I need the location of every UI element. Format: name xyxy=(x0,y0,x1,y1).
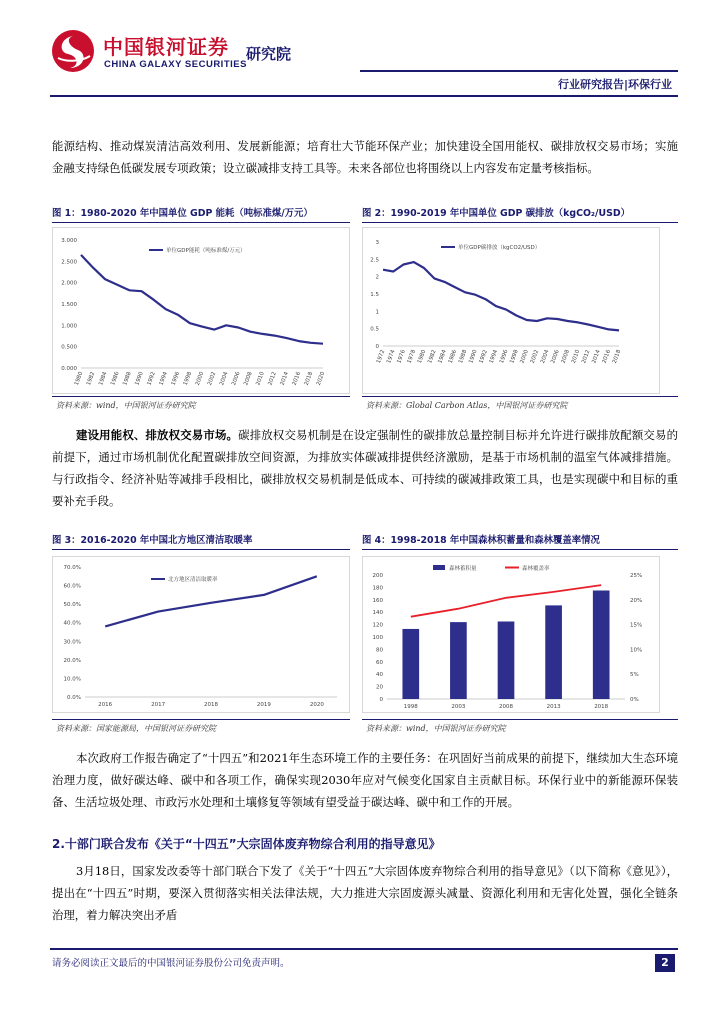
y-left-tick-label: 60 xyxy=(376,659,383,666)
footer-rule xyxy=(50,948,678,950)
x-tick-label: 2004 xyxy=(219,371,230,387)
x-tick-label: 1996 xyxy=(498,349,510,365)
fig4-title: 图 4：1998-2018 年中国森林积蓄量和森林覆盖率情况 xyxy=(362,535,600,546)
x-tick-label: 2008 xyxy=(243,371,254,387)
fig1-svg xyxy=(53,228,349,393)
y-tick-label: 60.0% xyxy=(63,583,81,590)
legend-label: 单位GDP碳排放（kgCO2/USD） xyxy=(458,245,541,251)
fig3-svg xyxy=(53,557,349,712)
y-left-tick-label: 80 xyxy=(376,647,383,654)
fig2-source: 资料来源：Global Carbon Atlas，中国银河证券研究院 xyxy=(366,401,568,410)
fig1-title: 图 1：1980-2020 年中国单位 GDP 能耗（吨标准煤/万元） xyxy=(52,208,313,219)
x-tick-label: 1980 xyxy=(416,349,428,365)
y-left-tick-label: 120 xyxy=(372,622,383,629)
x-tick-label: 1990 xyxy=(468,349,479,365)
footer-disclaimer: 请务必阅读正文最后的中国银河证券股份公司免责声明。 xyxy=(52,958,290,969)
x-tick-label: 2017 xyxy=(151,702,166,708)
y-tick-label: 70.0% xyxy=(63,565,81,571)
y-left-tick-label: 140 xyxy=(372,610,383,617)
y-tick-label: 2 xyxy=(375,274,379,281)
x-tick-label: 1992 xyxy=(146,371,157,387)
y-right-tick-label: 15% xyxy=(630,622,643,629)
x-tick-label: 2012 xyxy=(581,349,592,365)
fig3-title: 图 3：2016-2020 年中国北方地区清洁取暖率 xyxy=(52,535,253,546)
x-tick-label: 1984 xyxy=(98,371,109,387)
y-tick-label: 1.000 xyxy=(61,323,77,330)
x-tick-label: 1976 xyxy=(396,349,407,365)
x-tick-label: 2010 xyxy=(570,349,582,365)
bar-forest-stock xyxy=(545,605,562,699)
x-tick-label: 2014 xyxy=(591,349,602,365)
fig1-source-rule xyxy=(52,396,350,397)
x-tick-label: 1994 xyxy=(158,371,169,387)
x-tick-label: 2004 xyxy=(540,349,551,365)
x-tick-label: 2013 xyxy=(546,704,561,710)
legend-label-bars: 森林蓄积量 xyxy=(449,566,477,572)
paragraph-2-text: 碳排放权交易机制是在设定强制性的碳排放总量控制目标并允许进行碳排放配额交易的前提下，通过市场机制优化配置碳排放空间资源，为排放实体碳减排提供经济激励，是基于市场机制的温室气体减排措施。与行政指令、经济补贴等减排手段相比，碳排放权交易机制是低成本、可持续的碳减排政策工具，也是实现碳中和目标的重要补充手段。 xyxy=(52,428,678,508)
x-tick-label: 1988 xyxy=(457,349,469,365)
y-left-tick-label: 20 xyxy=(376,684,383,691)
y-left-tick-label: 200 xyxy=(372,573,383,579)
y-tick-label: 30.0% xyxy=(63,639,81,646)
x-tick-label: 2010 xyxy=(255,371,266,387)
y-right-tick-label: 10% xyxy=(630,647,643,654)
x-tick-label: 1980 xyxy=(73,371,85,387)
y-tick-label: 2.500 xyxy=(61,259,77,266)
paragraph-2-lead: 建设用能权、排放权交易市场。 xyxy=(76,428,239,442)
x-tick-label: 2006 xyxy=(550,349,561,365)
x-tick-label: 1998 xyxy=(182,371,194,387)
logo-en: CHINA GALAXY SECURITIES xyxy=(104,59,247,70)
fig4-chart xyxy=(362,556,660,713)
x-tick-label: 2000 xyxy=(519,349,530,365)
y-tick-label: 3 xyxy=(375,240,379,246)
fig3-source: 资料来源：国家能源局，中国银河证券研究院 xyxy=(56,724,216,733)
series-line xyxy=(105,576,317,626)
line-forest-coverage xyxy=(411,585,601,617)
fig4-source-rule xyxy=(362,719,678,720)
x-tick-label: 2006 xyxy=(231,371,242,387)
institute-name: 研究院 xyxy=(246,45,292,63)
fig1-title-rule xyxy=(52,222,350,223)
header xyxy=(0,0,724,100)
bar-forest-stock xyxy=(402,629,419,699)
fig4-title-rule xyxy=(362,549,678,550)
legend-label: 北方地区清洁取暖率 xyxy=(168,577,218,583)
y-tick-label: 50.0% xyxy=(63,602,81,609)
y-tick-label: 2.000 xyxy=(61,280,77,287)
section-2-title: 2.十部门联合发布《关于“十四五”大宗固体废弃物综合利用的指导意见》 xyxy=(52,837,441,851)
y-tick-label: 40.0% xyxy=(63,620,81,627)
paragraph-2 xyxy=(52,424,678,512)
fig2-title-rule xyxy=(362,222,678,223)
y-right-tick-label: 25% xyxy=(630,573,643,579)
y-tick-label: 1 xyxy=(375,309,379,316)
bar-forest-stock xyxy=(450,622,467,699)
galaxy-logo-icon xyxy=(50,28,96,74)
y-left-tick-label: 40 xyxy=(376,672,383,679)
fig4-source: 资料来源：wind，中国银河证券研究院 xyxy=(366,724,506,733)
x-tick-label: 1978 xyxy=(406,349,418,365)
paragraph-3: 本次政府工作报告确定了“十四五”和2021年生态环境工作的主要任务：在巩固好当前成果的前提下，继续加大生态环境治理力度，做好碳达峰、碳中和各项工作，确保实现2030年应对气候变化国家自主贡献目标。环保行业中的新能源环保装备、生活垃圾处理、市政污水处理和土壤修复等领域有望受益于碳达峰、碳中和工作的开展。 xyxy=(52,751,678,809)
y-tick-label: 0.5 xyxy=(370,326,379,333)
x-tick-label: 2019 xyxy=(256,702,271,708)
x-tick-label: 2003 xyxy=(451,704,466,710)
y-tick-label: 0 xyxy=(375,344,379,350)
x-tick-label: 2012 xyxy=(267,371,278,387)
fig4-svg xyxy=(363,557,659,712)
x-tick-label: 1992 xyxy=(478,349,489,365)
x-tick-label: 2014 xyxy=(279,371,290,387)
x-tick-label: 1982 xyxy=(427,349,438,365)
x-tick-label: 1998 xyxy=(509,349,520,365)
fig2-chart xyxy=(362,227,660,394)
x-tick-label: 2018 xyxy=(204,702,218,708)
y-right-tick-label: 5% xyxy=(630,672,639,679)
x-tick-label: 2018 xyxy=(594,704,609,710)
y-left-tick-label: 180 xyxy=(372,585,383,592)
legend-swatch-bars xyxy=(433,565,445,570)
legend-label: 单位GDP能耗（吨标准煤/万元） xyxy=(166,248,246,254)
header-rule-bottom xyxy=(50,95,678,97)
x-tick-label: 1974 xyxy=(386,349,397,365)
series-line xyxy=(383,262,619,330)
y-left-tick-label: 160 xyxy=(372,597,383,604)
y-tick-label: 10.0% xyxy=(63,676,81,683)
x-tick-label: 1982 xyxy=(85,371,97,387)
x-tick-label: 2018 xyxy=(611,349,623,365)
paragraph-4: 3月18日，国家发改委等十部门联合下发了《关于“十四五”大宗固体废弃物综合利用的指导意见》（以下简称《意见》），提出在“十四五”时期，要深入贯彻落实相关法律法规，大力推进大宗固废源头减量、资源化利用和无害化处置，强化全链条治理，着力解决突出矛盾 xyxy=(52,864,678,922)
x-tick-label: 2016 xyxy=(98,702,113,708)
x-tick-label: 2008 xyxy=(499,704,513,710)
x-tick-label: 1986 xyxy=(110,371,121,387)
y-tick-label: 1.5 xyxy=(370,292,379,298)
x-tick-label: 2008 xyxy=(560,349,571,365)
bar-forest-stock xyxy=(498,622,515,700)
page-number: 2 xyxy=(655,954,675,972)
logo-cn: 中国银河证券 xyxy=(103,35,229,59)
report-type: 行业研究报告|环保行业 xyxy=(557,78,672,91)
y-left-tick-label: 100 xyxy=(372,635,383,641)
legend-label-line: 森林覆盖率 xyxy=(522,566,550,572)
x-tick-label: 1994 xyxy=(488,349,500,365)
y-tick-label: 0.0% xyxy=(67,695,81,701)
x-tick-label: 1986 xyxy=(447,349,459,365)
x-tick-label: 2016 xyxy=(601,349,613,365)
x-tick-label: 2002 xyxy=(529,349,541,365)
header-rule-top xyxy=(360,70,678,72)
fig1-source: 资料来源：wind，中国银河证券研究院 xyxy=(56,401,196,410)
bar-forest-stock xyxy=(593,591,610,700)
fig1-chart xyxy=(52,227,350,394)
fig3-chart xyxy=(52,556,350,713)
y-tick-label: 0.500 xyxy=(61,344,77,351)
y-tick-label: 1.500 xyxy=(61,302,77,308)
y-right-tick-label: 20% xyxy=(630,597,643,604)
fig2-source-rule xyxy=(362,396,678,397)
x-tick-label: 1984 xyxy=(437,349,448,365)
y-left-tick-label: 0 xyxy=(379,697,383,703)
x-tick-label: 2018 xyxy=(303,371,315,387)
x-tick-label: 2016 xyxy=(291,371,303,387)
y-tick-label: 3.000 xyxy=(61,238,77,244)
y-tick-label: 0.000 xyxy=(61,366,77,372)
x-tick-label: 1996 xyxy=(170,371,182,387)
x-tick-label: 1990 xyxy=(134,371,145,387)
x-tick-label: 2020 xyxy=(315,371,327,387)
paragraph-1: 能源结构、推动煤炭清洁高效利用、发展新能源；培育壮大节能环保产业；加快建设全国用能权、碳排放权交易市场；实施金融支持绿色低碳发展专项政策；设立碳减排支持工具等。未来各部位也将围绕以上内容发布定量考核指标。 xyxy=(52,139,678,175)
y-tick-label: 20.0% xyxy=(63,657,81,664)
x-tick-label: 1972 xyxy=(375,349,387,365)
x-tick-label: 1998 xyxy=(403,704,418,710)
x-tick-label: 1988 xyxy=(122,371,133,387)
x-tick-label: 2020 xyxy=(309,702,324,708)
y-tick-label: 2.5 xyxy=(370,257,379,264)
y-right-tick-label: 0% xyxy=(630,697,639,703)
fig2-title: 图 2：1990-2019 年中国单位 GDP 碳排放（kgCO₂/USD） xyxy=(362,208,630,219)
fig3-source-rule xyxy=(52,719,350,720)
series-line xyxy=(81,255,323,344)
fig3-title-rule xyxy=(52,549,350,550)
x-tick-label: 2000 xyxy=(194,371,206,387)
x-tick-label: 2002 xyxy=(206,371,218,387)
fig2-svg xyxy=(363,228,659,393)
